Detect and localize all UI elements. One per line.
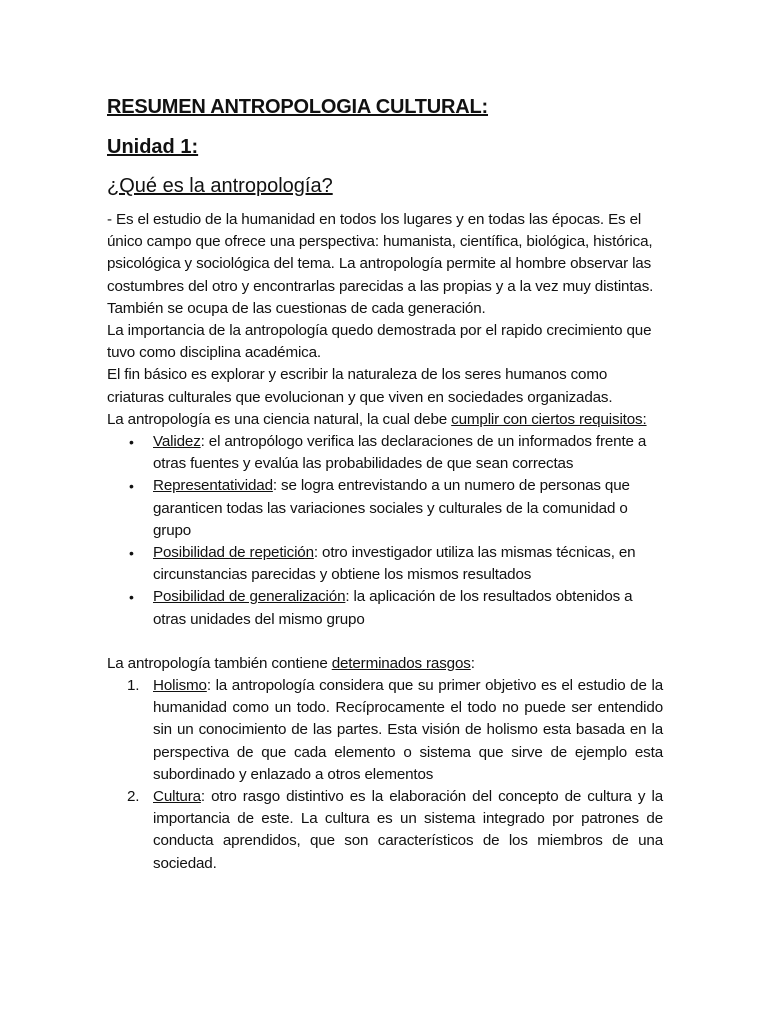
traits-colon: : [470, 654, 475, 672]
requirement-term: Representatividad [153, 477, 273, 495]
trait-term: Holismo [153, 677, 207, 695]
trait-text: : la antropología considera que su primer objetivo es el estudio de la humanidad como un todo. Recíprocamente el todo no puede ser entendido sin un conocimiento de las partes. Esta visión de holismo esta basada en la perspectiva de que cada elemento o sistema que sirve de ejemplo esta subordinado y enlazado a otros elementos [153, 677, 663, 783]
list-number: 2. [127, 788, 140, 806]
requirements-intro-text: La antropología es una ciencia natural, la cual debe [107, 410, 452, 428]
requirement-term: Posibilidad de repetición [153, 544, 314, 562]
paragraph-traits-intro [107, 653, 663, 675]
bullet-icon: • [129, 589, 134, 606]
requirement-text: : otro investigador utiliza las mismas técnicas, en circunstancias parecidas y obtiene los mismos resultados [153, 544, 636, 584]
list-item [107, 786, 663, 875]
question-heading: ¿Qué es la antropología? [107, 175, 333, 197]
requirements-list [107, 431, 663, 631]
unit-heading: Unidad 1: [107, 136, 199, 158]
document-content [107, 92, 663, 875]
paragraph-requirements-intro [107, 409, 663, 431]
trait-text: : otro rasgo distintivo es la elaboración del concepto de cultura y la importancia de este. La cultura es un sistema integrado por patrones de conducta aprendidos, que son característicos de los miembros de una sociedad. [153, 788, 663, 872]
list-item [107, 675, 663, 786]
requirement-text: : el antropólogo verifica las declaraciones de un informados frente a otras fuentes y evalúa las probabilidades de que sean correctas [153, 433, 647, 473]
traits-list [107, 675, 663, 875]
document-title: RESUMEN ANTROPOLOGIA CULTURAL: [107, 96, 489, 118]
list-item [107, 542, 663, 586]
requirement-text: : se logra entrevistando a un numero de personas que garanticen todas las variaciones sociales y culturales de la comunidad o grupo [153, 477, 630, 539]
bullet-icon: • [129, 478, 134, 495]
list-item [107, 475, 663, 542]
requirement-text: : la aplicación de los resultados obtenidos a otras unidades del mismo grupo [153, 588, 633, 628]
bullet-icon: • [129, 434, 134, 451]
trait-term: Cultura [153, 788, 201, 806]
list-number: 1. [127, 677, 140, 695]
bullet-icon: • [129, 545, 134, 562]
requirement-term: Posibilidad de generalización [153, 588, 346, 606]
traits-intro-text: La antropología también contiene [107, 654, 332, 672]
paragraph-spacer [107, 631, 663, 653]
paragraph-purpose: El fin básico es explorar y escribir la naturaleza de los seres humanos como criaturas culturales que evolucionan y que viven en sociedades organizadas. [107, 366, 613, 406]
list-item [107, 586, 663, 630]
paragraph-importance: La importancia de la antropología quedo demostrada por el rapido crecimiento que tuvo como disciplina académica. [107, 322, 652, 362]
traits-underlined-text: determinados rasgos [331, 654, 471, 672]
paragraph-definition: - Es el estudio de la humanidad en todos los lugares y en todas las épocas. Es el único campo que ofrece una perspectiva: humanista, científica, biológica, histórica, psicológica y sociológica del tema. La antropología permite al hombre observar las costumbres del otro y encontrarlas parecidas a las propias y a la vez muy distintas. También se ocupa de las cuestionas de cada generación. [107, 211, 654, 317]
requirement-term: Validez [153, 433, 201, 451]
requirements-underlined-text: cumplir con ciertos requisitos: [451, 410, 647, 428]
list-item [107, 431, 663, 475]
